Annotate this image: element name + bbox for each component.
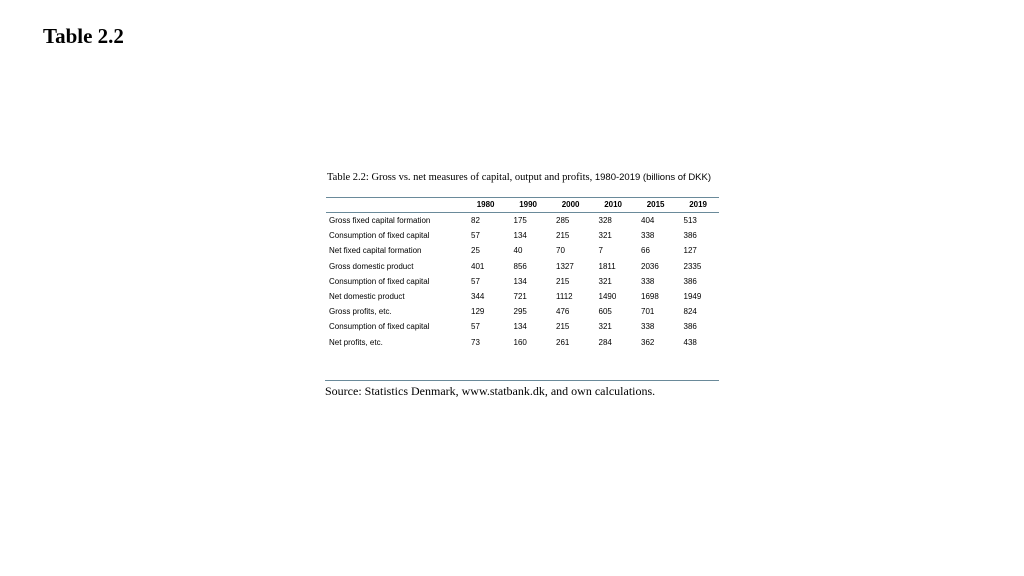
row-label: Gross domestic product [329, 261, 414, 271]
table-cell: 321 [598, 231, 612, 241]
table-header [326, 198, 719, 213]
table-cell: 285 [556, 216, 570, 225]
table-row [326, 228, 719, 243]
data-table-container [326, 197, 719, 350]
table-cell: 261 [556, 337, 570, 347]
table-cell: 70 [556, 246, 565, 256]
table-cell: 134 [513, 322, 527, 332]
table-cell: 338 [641, 322, 655, 332]
table-cell: 215 [556, 276, 570, 286]
table-cell: 513 [683, 216, 697, 225]
column-header-year: 2010 [592, 198, 635, 213]
column-header-label [326, 198, 464, 213]
table-cell: 1698 [641, 292, 659, 302]
row-label: Gross fixed capital formation [329, 216, 431, 225]
table-row [326, 319, 719, 334]
row-label: Consumption of fixed capital [329, 276, 430, 286]
table-cell: 386 [683, 276, 697, 286]
row-label: Consumption of fixed capital [329, 231, 430, 241]
table-cell: 1112 [556, 292, 573, 302]
column-header-year: 2015 [634, 198, 677, 213]
table-row [326, 243, 719, 258]
table-cell: 25 [471, 246, 480, 256]
table-cell: 7 [598, 246, 603, 256]
table-cell: 2036 [641, 261, 659, 271]
table-cell: 82 [471, 216, 480, 225]
row-label: Net domestic product [329, 292, 405, 302]
table-cell: 344 [471, 292, 485, 302]
table-cell: 57 [471, 231, 480, 241]
table-cell: 134 [513, 276, 527, 286]
table-cell: 721 [513, 292, 527, 302]
table-cell: 386 [683, 231, 697, 241]
table-cell: 701 [641, 307, 655, 317]
table-caption-main: Table 2.2: Gross vs. net measures of capital, output and profits, [327, 172, 595, 183]
table-cell: 386 [683, 322, 697, 332]
table-cell: 401 [471, 261, 485, 271]
table-cell: 321 [598, 276, 612, 286]
table-cell: 438 [683, 337, 697, 347]
table-caption-tail: 1980-2019 (billions of DKK) [594, 172, 712, 183]
table-caption [327, 171, 711, 185]
column-header-year: 2000 [549, 198, 592, 213]
table-cell: 215 [556, 322, 570, 332]
column-header-year: 2019 [677, 198, 720, 213]
table-cell: 215 [556, 231, 570, 241]
table-cell: 175 [513, 216, 527, 225]
table-row [326, 304, 719, 319]
row-label: Net fixed capital formation [329, 246, 422, 256]
table-cell: 404 [641, 216, 655, 225]
source-note: Source: Statistics Denmark, www.statbank.dk, and own calculations. [325, 384, 656, 398]
table-row [326, 335, 719, 350]
table-cell: 2335 [683, 261, 702, 271]
table-row [326, 274, 719, 289]
row-label: Consumption of fixed capital [329, 322, 430, 332]
table-bottom-rule [325, 380, 719, 381]
table-cell: 338 [641, 276, 655, 286]
table-cell: 1949 [683, 292, 702, 302]
table-cell: 824 [683, 307, 697, 317]
column-header-year: 1990 [507, 198, 550, 213]
table-cell: 40 [513, 246, 523, 256]
table-cell: 328 [598, 216, 612, 225]
table-cell: 295 [513, 307, 527, 317]
table-cell: 1811 [598, 261, 616, 271]
table-row [326, 289, 719, 304]
table-cell: 1327 [556, 261, 574, 271]
table-cell: 856 [513, 261, 527, 271]
table-cell: 338 [641, 231, 655, 241]
column-header-year: 1980 [464, 198, 507, 213]
row-label: Net profits, etc. [329, 337, 383, 347]
slide-title: Table 2.2 [43, 24, 124, 48]
table-row [326, 259, 719, 274]
table-cell: 362 [641, 337, 655, 347]
table-cell: 160 [513, 337, 527, 347]
row-label: Gross profits, etc. [329, 307, 392, 317]
table-cell: 1490 [598, 292, 617, 302]
data-table [326, 197, 719, 350]
table-body [326, 213, 719, 350]
table-cell: 73 [471, 337, 480, 347]
table-cell: 66 [641, 246, 650, 256]
table-cell: 134 [513, 231, 527, 241]
table-cell: 129 [471, 307, 485, 317]
table-cell: 605 [598, 307, 612, 317]
table-cell: 127 [683, 246, 697, 256]
table-cell: 476 [556, 307, 570, 317]
table-cell: 57 [471, 322, 480, 332]
table-cell: 321 [598, 322, 612, 332]
table-cell: 284 [598, 337, 612, 347]
header-row [326, 198, 719, 213]
table-row [326, 213, 719, 229]
table-cell: 57 [471, 276, 480, 286]
